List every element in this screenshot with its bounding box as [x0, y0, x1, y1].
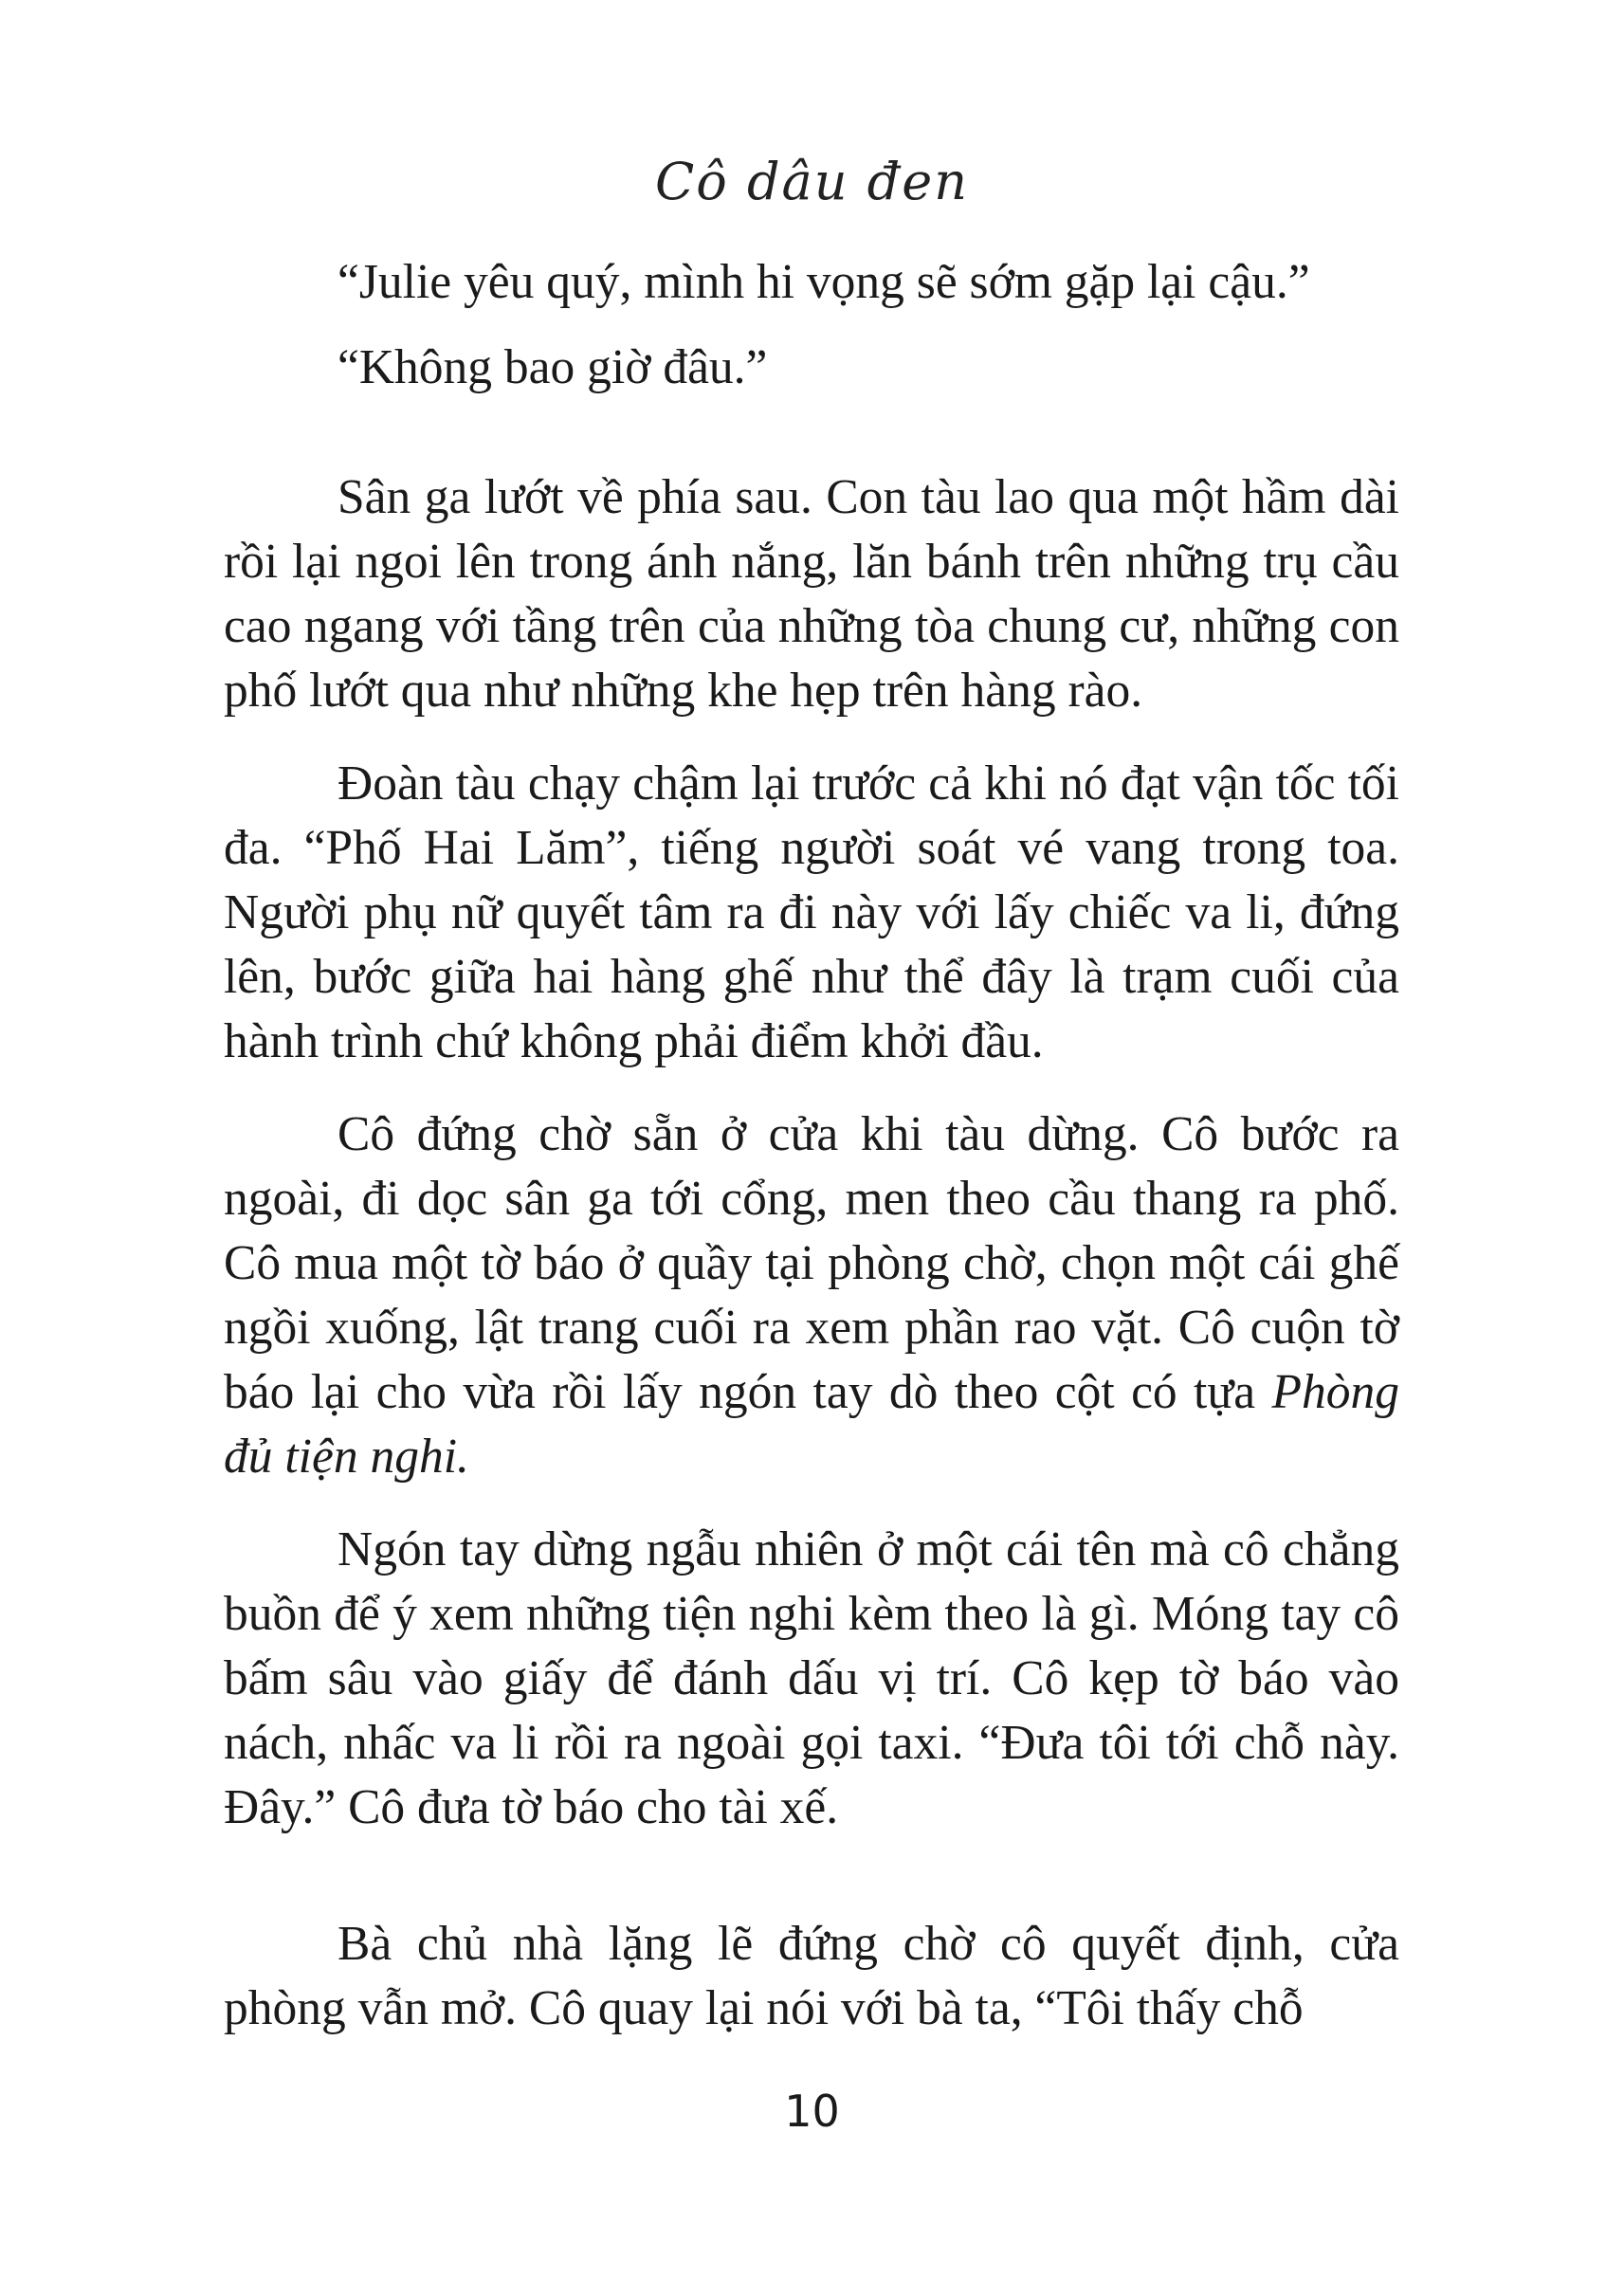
dialogue-line: “Không bao giờ đâu.” [338, 340, 768, 394]
running-head: Cô dâu đen [654, 152, 969, 211]
section-1 [224, 465, 1399, 1840]
page-number: 10 [784, 2086, 840, 2137]
paragraph [224, 1102, 1399, 1489]
paragraph: Bà chủ nhà lặng lẽ đứng chờ cô quyết định, cửa phòng vẫn mở. Cô quay lại nói với bà ta, “Tôi thấy chỗ [224, 1917, 1399, 2035]
italic-column-title: Phòng đủ tiện nghi. [224, 1365, 1399, 1484]
paragraph: Đoàn tàu chạy chậm lại trước cả khi nó đạt vận tốc tối đa. “Phố Hai Lăm”, tiếng người soát vé vang trong toa. Người phụ nữ quyết tâm ra đi này với lấy chiếc va li, đứng lên, bước giữa hai hàng ghế như thể đây là trạm cuối của hành trình chứ không phải điểm khởi đầu. [224, 756, 1399, 1068]
dialogue-block [224, 240, 1399, 410]
paragraph: Sân ga lướt về phía sau. Con tàu lao qua một hầm dài rồi lại ngoi lên trong ánh nắng, lăn bánh trên những trụ cầu cao ngang với tầng trên của những tòa chung cư, những con phố lướt qua như những khe hẹp trên hàng rào. [224, 470, 1399, 718]
dialogue-line: “Julie yêu quý, mình hi vọng sẽ sớm gặp lại cậu.” [338, 255, 1310, 309]
section-2 [224, 1912, 1399, 2041]
paragraph: Ngón tay dừng ngẫu nhiên ở một cái tên mà cô chẳng buồn để ý xem những tiện nghi kèm theo là gì. Móng tay cô bấm sâu vào giấy để đánh dấu vị trí. Cô kẹp tờ báo vào nách, nhấc va li rồi ra ngoài gọi taxi. “Đưa tôi tới chỗ này. Đây.” Cô đưa tờ báo cho tài xế. [224, 1522, 1399, 1834]
paragraph-text: Cô đứng chờ sẵn ở cửa khi tàu dừng. Cô bước ra ngoài, đi dọc sân ga tới cổng, men theo cầu thang ra phố. Cô mua một tờ báo ở quầy tại phòng chờ, chọn một cái ghế ngồi xuống, lật trang cuối ra xem phần rao vặt. Cô cuộn tờ báo lại cho vừa rồi lấy ngón tay dò theo cột có tựa [224, 1107, 1399, 1419]
